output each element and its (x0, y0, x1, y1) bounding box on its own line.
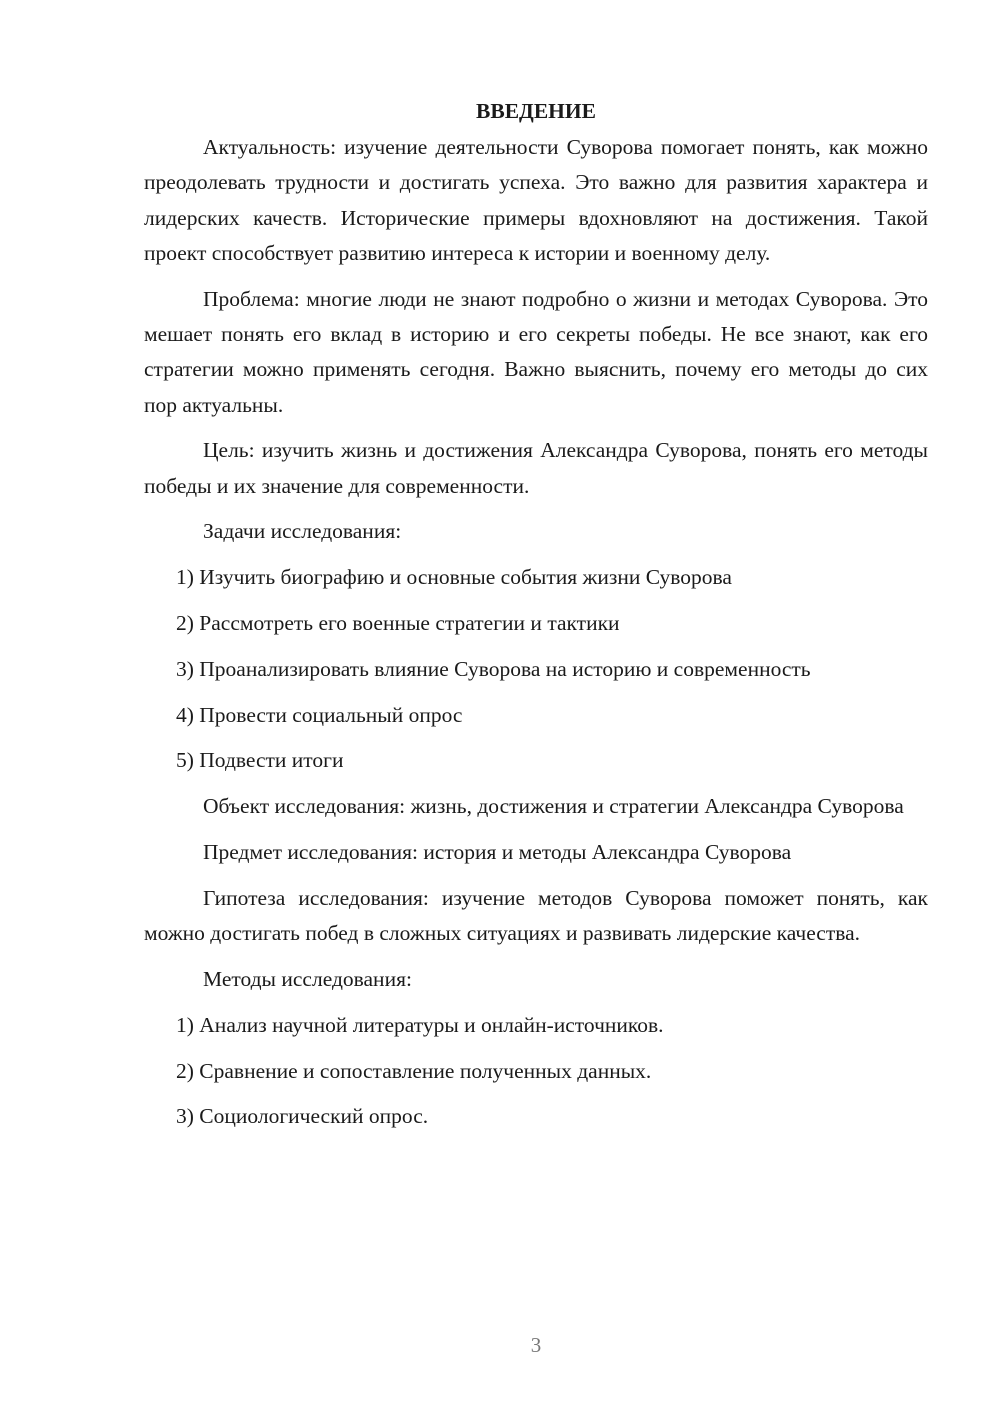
method-item-2: 2) Сравнение и сопоставление полученных данных. (176, 1058, 652, 1083)
tasks-heading: Задачи исследования: (203, 519, 402, 544)
page-content (144, 96, 928, 1145)
subject-paragraph: Предмет исследования: история и методы Александра Суворова (203, 840, 792, 865)
section-title: ВВЕДЕНИЕ (476, 99, 596, 123)
hypothesis-paragraph: Гипотеза исследования: изучение методов Суворова поможет понять, как можно достигать побед в сложных ситуациях и развивать лидерские качества. (144, 885, 928, 946)
task-item-2: 2) Рассмотреть его военные стратегии и тактики (176, 611, 620, 636)
methods-heading: Методы исследования: (203, 966, 412, 991)
goal-paragraph: Цель: изучить жизнь и достижения Александра Суворова, понять его методы победы и их значение для современности. (144, 438, 928, 498)
task-item-1: 1) Изучить биографию и основные события жизни Суворова (176, 565, 732, 590)
task-item-5: 5) Подвести итоги (176, 748, 344, 773)
problem-paragraph: Проблема: многие люди не знают подробно о жизни и методах Суворова. Это мешает понять его вклад в историю и его секреты победы. Не все знают, как его стратегии можно применять сегодня. Важно выяснить, почему его методы до сих пор актуальны. (144, 286, 928, 417)
object-paragraph: Объект исследования: жизнь, достижения и стратегии Александра Суворова (203, 794, 904, 819)
method-item-3: 3) Социологический опрос. (176, 1104, 429, 1129)
task-item-4: 4) Провести социальный опрос (176, 702, 463, 727)
relevance-paragraph: Актуальность: изучение деятельности Суворова помогает понять, как можно преодолевать трудности и достигать успеха. Это важно для развития характера и лидерских качеств. Исторические примеры вдохновляют на достижения. Такой проект способствует развитию интереса к истории и военному делу. (144, 135, 928, 265)
task-item-3: 3) Проанализировать влияние Суворова на историю и современность (176, 656, 811, 681)
method-item-1: 1) Анализ научной литературы и онлайн-источников. (176, 1012, 664, 1037)
page-number: 3 (530, 1333, 542, 1357)
